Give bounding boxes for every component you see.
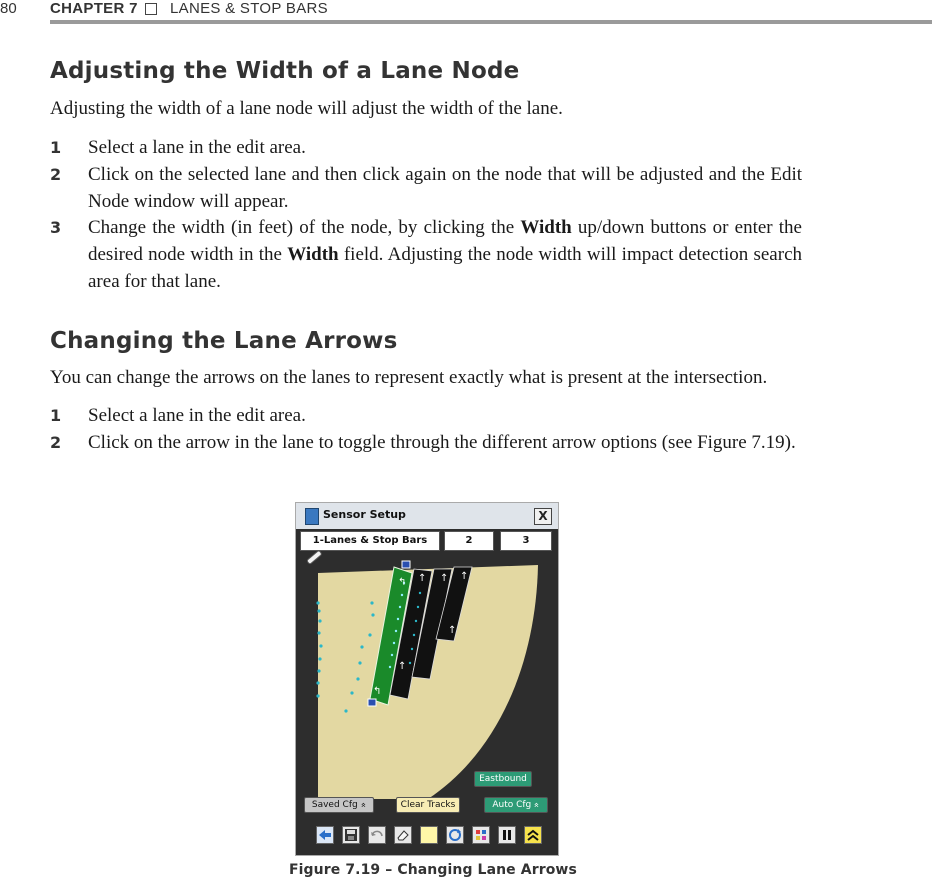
lane-node-handle[interactable]	[402, 561, 410, 568]
app-icon	[305, 508, 319, 525]
window-title: Sensor Setup	[323, 508, 406, 521]
separator-box-icon	[145, 3, 157, 15]
window-titlebar	[296, 503, 558, 529]
step-number: 1	[50, 406, 62, 425]
auto-cfg-label: Auto Cfg	[492, 800, 532, 810]
lane-node-handle[interactable]	[368, 699, 376, 706]
direction-label-button[interactable]: Eastbound	[474, 771, 532, 787]
tab-3[interactable]: 3	[500, 531, 552, 551]
section-label: LANES & STOP BARS	[170, 0, 328, 17]
chapter-label: CHAPTER 7	[50, 0, 138, 17]
clear-tracks-button[interactable]: Clear Tracks	[396, 797, 460, 813]
step-item	[50, 214, 802, 295]
step-text-part: up/down buttons or enter the desired node width in the	[88, 217, 802, 265]
section-intro: You can change the arrows on the lanes to represent exactly what is present at the intersection.	[50, 367, 768, 388]
width-control-label: Width	[520, 217, 572, 238]
saved-cfg-label: Saved Cfg	[311, 800, 358, 810]
chevrons-up-icon: »	[358, 802, 369, 808]
palette-icon[interactable]	[472, 826, 490, 844]
width-field-label: Width	[287, 244, 339, 265]
lane-arrow-left-icon[interactable]: ↰	[398, 577, 407, 588]
step-text: Click on the selected lane and then click again on the node that will be adjusted and the Edit Node window will appear.	[88, 164, 802, 212]
step-item	[50, 134, 802, 161]
pause-icon[interactable]	[498, 826, 516, 844]
step-number: 2	[50, 165, 62, 184]
step-number: 3	[50, 218, 62, 237]
step-text	[88, 214, 802, 295]
lane-arrow-left-icon[interactable]: ↰	[373, 686, 382, 697]
step-item	[50, 161, 802, 215]
section-heading-lane-arrows: Changing the Lane Arrows	[50, 328, 398, 354]
lane-edit-area[interactable]	[300, 551, 554, 799]
tab-lanes-stop-bars[interactable]: 1-Lanes & Stop Bars	[300, 531, 440, 551]
header-rule	[50, 20, 932, 24]
close-button[interactable]: X	[534, 508, 552, 525]
auto-cfg-button[interactable]	[484, 797, 548, 813]
step-text: Select a lane in the edit area.	[88, 405, 306, 426]
back-arrow-icon[interactable]	[316, 826, 334, 844]
step-number: 2	[50, 433, 62, 452]
lane-arrow-straight-icon[interactable]: ↑	[448, 625, 457, 636]
undo-icon[interactable]	[368, 826, 386, 844]
section-intro: Adjusting the width of a lane node will adjust the width of the lane.	[50, 98, 563, 119]
chevrons-up-icon[interactable]	[524, 826, 542, 844]
tab-2[interactable]: 2	[444, 531, 494, 551]
chevrons-up-icon: »	[531, 802, 542, 808]
lane-arrow-straight-icon[interactable]: ↑	[398, 661, 407, 672]
sensor-setup-window	[295, 502, 559, 856]
step-item	[50, 429, 802, 483]
step-text-part: field. Adjusting the node width will impact detection search area for that lane.	[88, 244, 802, 292]
save-icon[interactable]	[342, 826, 360, 844]
lane-arrow-straight-icon[interactable]: ↑	[440, 573, 449, 584]
step-item	[50, 402, 802, 429]
lane-arrow-straight-icon[interactable]: ↑	[418, 573, 427, 584]
page-number: 80	[0, 0, 17, 17]
tool-bar	[296, 821, 558, 849]
lane-arrow-straight-icon[interactable]: ↑	[460, 571, 469, 582]
eraser-icon[interactable]	[394, 826, 412, 844]
note-icon[interactable]	[420, 826, 438, 844]
step-text: Click on the arrow in the lane to toggle through the different arrow options (see Figure 7.19).	[88, 432, 796, 453]
figure-caption: Figure 7.19 – Changing Lane Arrows	[289, 862, 577, 878]
step-number: 1	[50, 138, 62, 157]
refresh-icon[interactable]	[446, 826, 464, 844]
step-text: Select a lane in the edit area.	[88, 137, 306, 158]
step-text-part: Change the width (in feet) of the node, by clicking the	[88, 217, 521, 238]
saved-cfg-button[interactable]	[304, 797, 374, 813]
running-head	[0, 0, 932, 28]
section-heading-lane-width: Adjusting the Width of a Lane Node	[50, 58, 520, 84]
